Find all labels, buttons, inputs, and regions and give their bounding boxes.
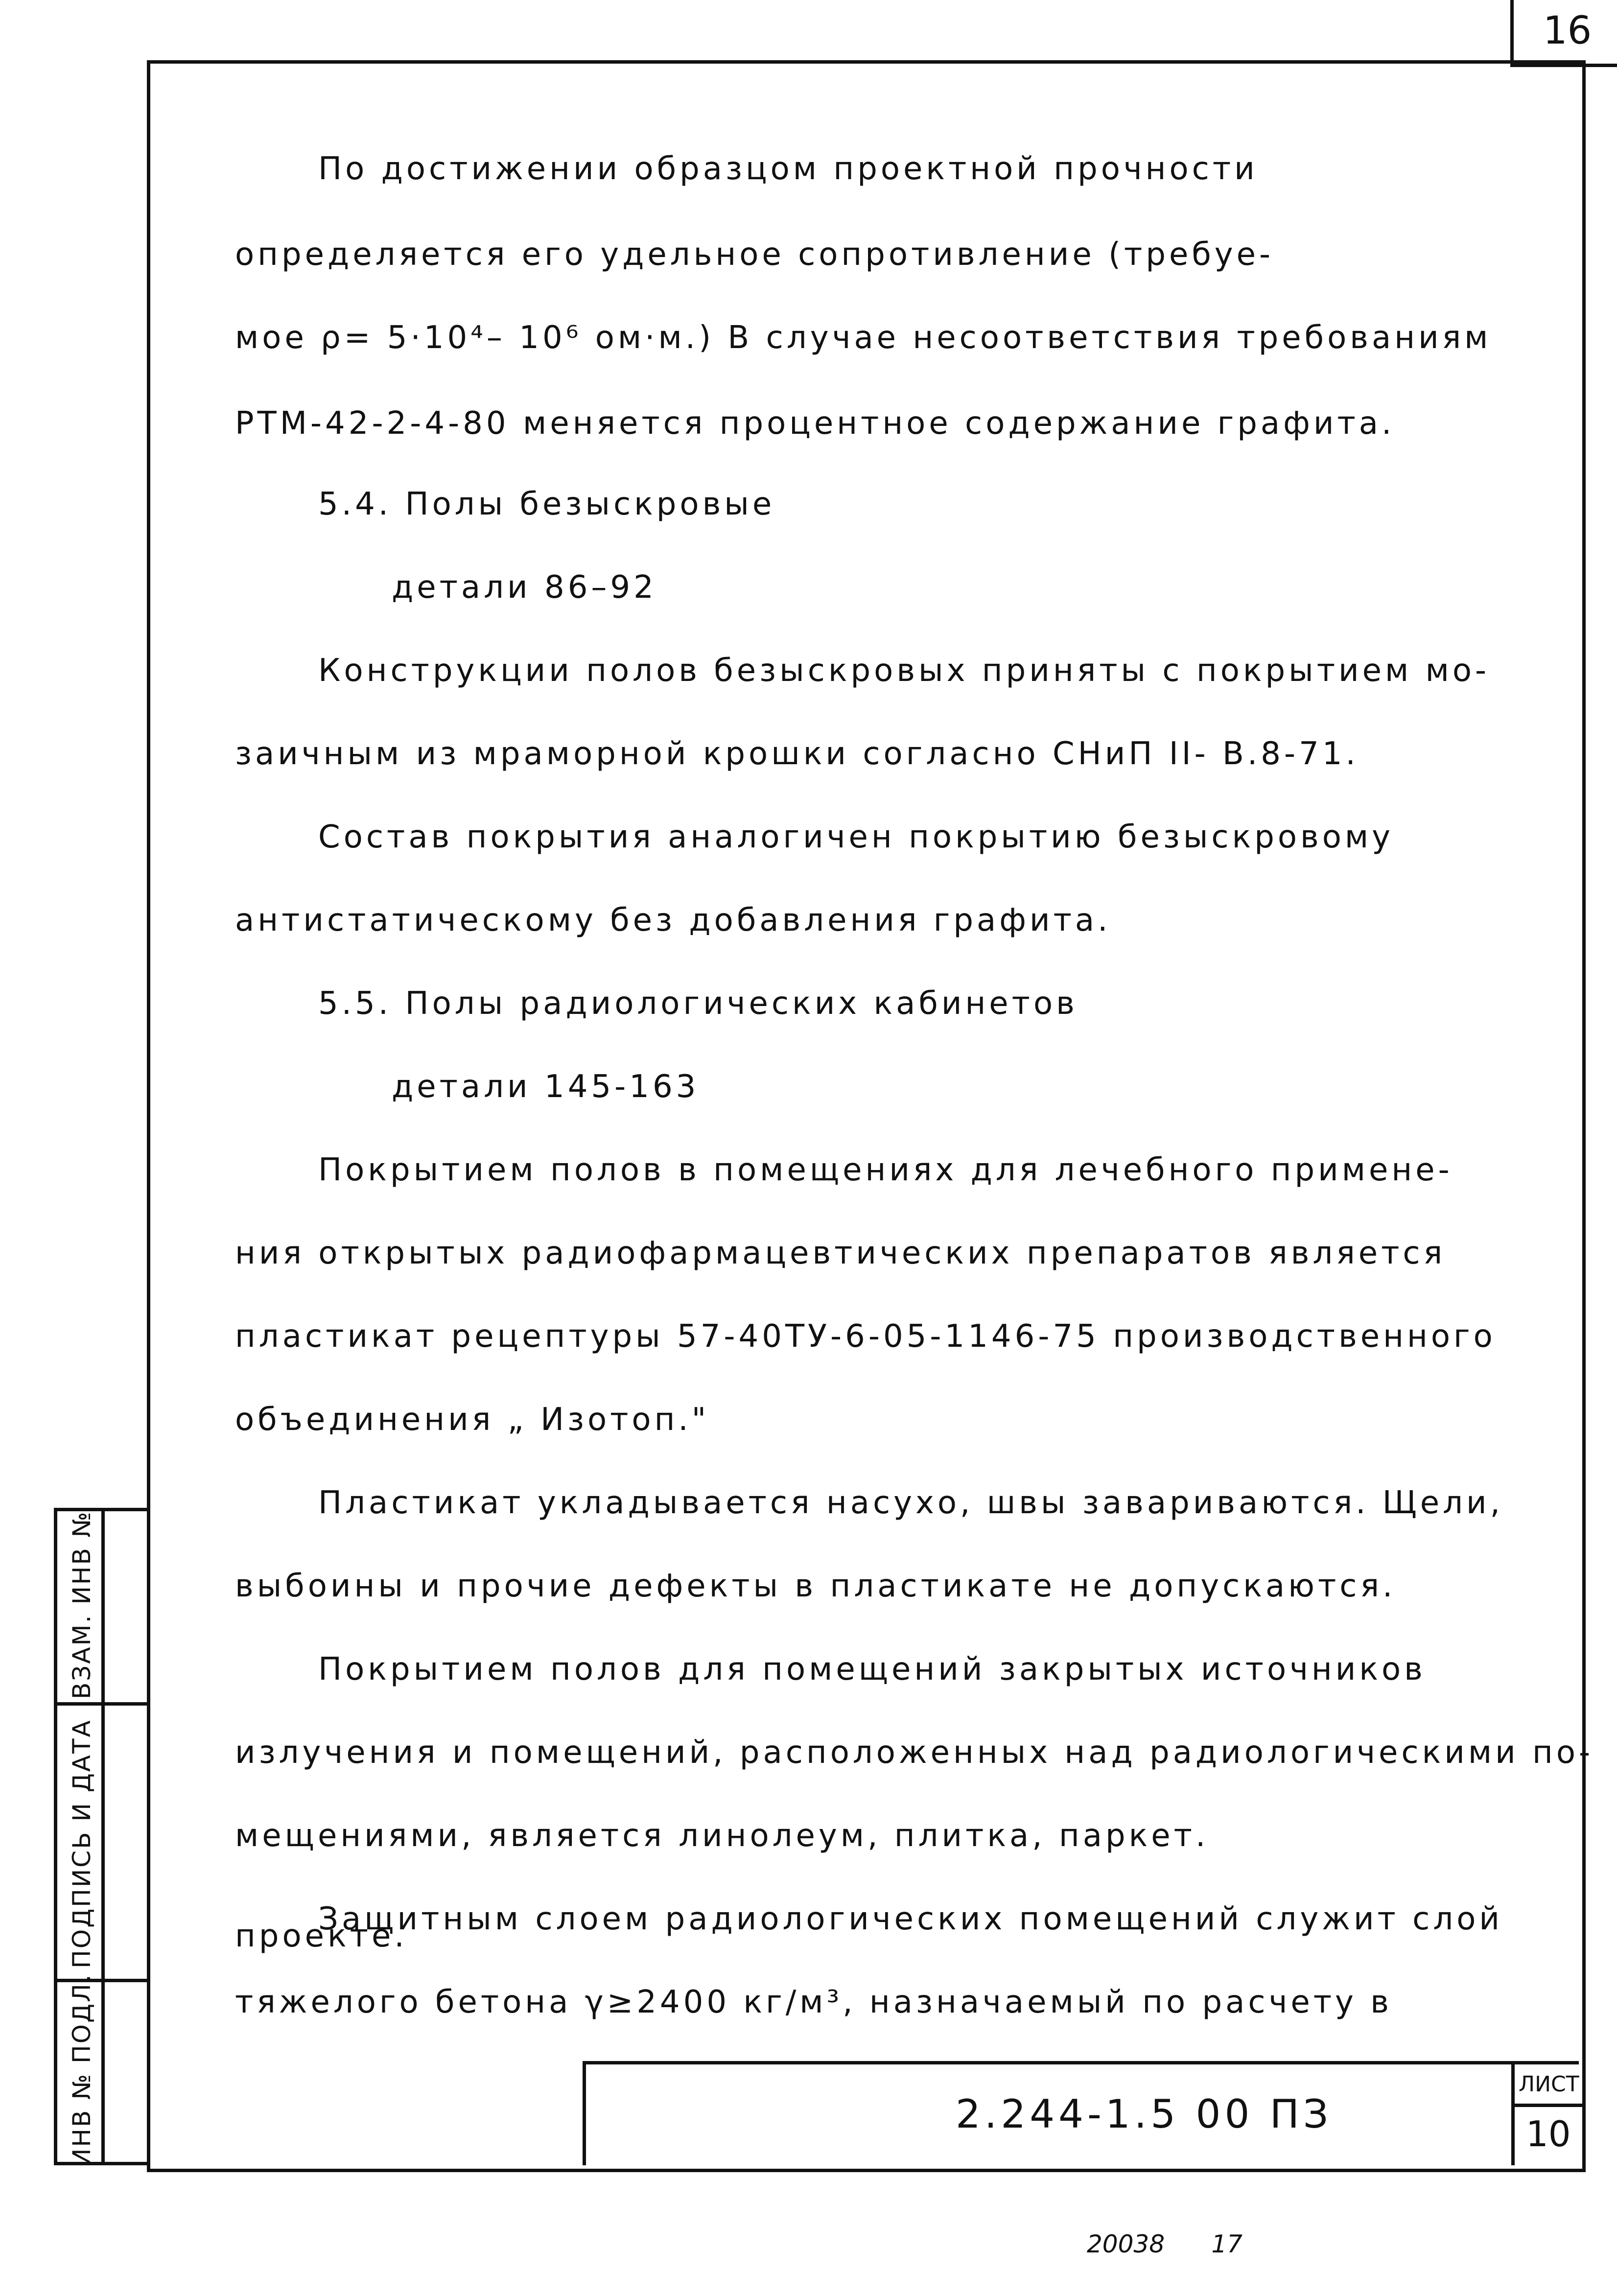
bottom-code: 20038 17: [1087, 2230, 1243, 2258]
side-stamp: [54, 1508, 147, 2165]
document-body: [235, 147, 1601, 2020]
text-line: антистатическому без добавления графита.: [235, 902, 1111, 938]
document-code: 2.244-1.5 00 ПЗ: [956, 2091, 1333, 2137]
text-line: Покрытием полов для помещений закрытых источников: [318, 1651, 1426, 1687]
top-page-number-box: [1510, 0, 1617, 67]
sheet-label: ЛИСТ: [1519, 2072, 1579, 2097]
text-line: детали 86–92: [392, 569, 657, 606]
signature-date-label: ПОДПИСЬ И ДАТА: [68, 1719, 96, 1968]
text-line: детали 145-163: [392, 1069, 700, 1105]
text-line: проекте.: [235, 1918, 408, 1954]
text-line: Пластикат укладывается насухо, швы завариваются. Щели,: [318, 1485, 1503, 1521]
text-line: выбоины и прочие дефекты в пластикате не допускаются.: [235, 1568, 1396, 1604]
text-line: заичным из мраморной крошки согласно СНиП II- В.8-71.: [235, 736, 1359, 772]
side-stamp-row-divider: [57, 1702, 150, 1706]
top-page-number: 16: [1543, 9, 1592, 53]
sheet-cell-divider: [1511, 2064, 1515, 2165]
title-block: [583, 2061, 1579, 2165]
text-line: мое ρ= 5·10⁴– 10⁶ ом·м.) В случае несоответствия требованиям: [235, 320, 1492, 356]
text-line: Конструкции полов безыскровых приняты с покрытием мо-: [318, 653, 1490, 689]
text-line: определяется его удельное сопротивление (требуе-: [235, 236, 1274, 273]
side-stamp-column-divider: [101, 1511, 105, 2162]
text-line: Защитным слоем радиологических помещений служит слой: [318, 1901, 1503, 1937]
text-line: тяжелого бетона γ≥2400 кг/м³, назначаемый по расчету в: [235, 1984, 1392, 2020]
vzam-inv-label: ВЗАМ. ИНВ №: [68, 1510, 96, 1699]
text-line: излучения и помещений, расположенных над радиологическими по-: [235, 1734, 1594, 1771]
text-line: пластикат рецептуры 57-40ТУ-6-05-1146-75 производственного: [235, 1318, 1496, 1355]
text-line: РТМ-42-2-4-80 меняется процентное содержание графита.: [235, 405, 1395, 442]
text-line: Состав покрытия аналогичен покрытию безыскровому: [318, 819, 1394, 855]
sheet-number: 10: [1526, 2113, 1571, 2155]
inv-no-podl-label: ИНВ № ПОДЛ.: [68, 1973, 96, 2167]
section-heading: 5.5. Полы радиологических кабинетов: [318, 985, 1078, 1022]
text-line: объединения „ Изотоп.": [235, 1402, 710, 1438]
text-line: По достижении образцом проектной прочности: [318, 151, 1258, 187]
section-heading: 5.4. Полы безыскровые: [318, 486, 775, 522]
text-line: Покрытием полов в помещениях для лечебного примене-: [318, 1152, 1453, 1188]
text-line: ния открытых радиофармацевтических препаратов является: [235, 1235, 1446, 1271]
text-line: мещениями, является линолеум, плитка, паркет.: [235, 1818, 1209, 1854]
sheet-label-divider: [1511, 2104, 1582, 2107]
